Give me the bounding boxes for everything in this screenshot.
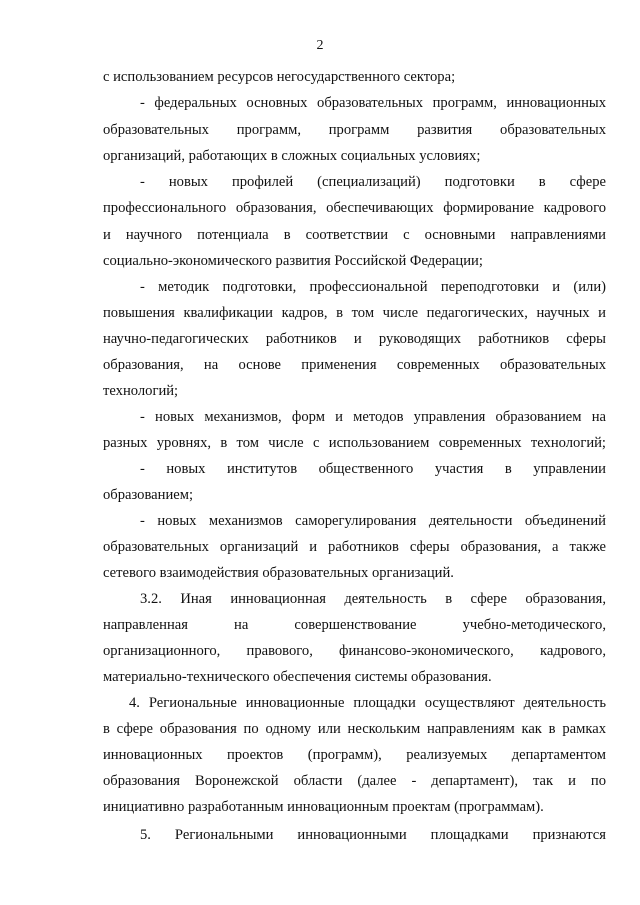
page-number: 2 (316, 38, 324, 53)
text-line: 3.2. Иная инновационная деятельность в сфере образования, (140, 591, 606, 607)
text-line: социально-экономического развития Российской Федерации; (103, 253, 483, 269)
text-line: научно-педагогических работников и руководящих работников сферы (103, 331, 606, 347)
text-line: организаций, работающих в сложных социальных условиях; (103, 148, 481, 164)
text-line: образовательных программ, программ развития образовательных (103, 122, 606, 138)
text-line: в сфере образования по одному или нескольким направлениям как в рамках (103, 721, 606, 737)
text-line: - методик подготовки, профессиональной переподготовки и (или) (140, 279, 606, 295)
text-line: инновационных проектов (программ), реализуемых департаментом (103, 747, 606, 763)
text-line: направленная на совершенствование учебно-методического, (103, 617, 606, 633)
text-line: - федеральных основных образовательных программ, инновационных (140, 95, 606, 111)
text-line: образования, на основе применения современных образовательных (103, 357, 606, 373)
text-line: 4. Региональные инновационные площадки осуществляют деятельность (129, 695, 606, 711)
text-line: образования Воронежской области (далее - департамент), так и по (103, 773, 606, 789)
text-line: технологий; (103, 383, 179, 399)
text-line: образованием; (103, 487, 194, 503)
text-line: инициативно разработанным инновационным проектам (программам). (103, 799, 544, 815)
text-line: повышения квалификации кадров, в том числе педагогических, научных и (103, 305, 606, 321)
text-line: - новых механизмов, форм и методов управления образованием на (140, 409, 606, 425)
text-line: организационного, правового, финансово-экономического, кадрового, (103, 643, 606, 659)
text-line: 5. Региональными инновационными площадками признаются (140, 827, 606, 843)
text-line: материально-технического обеспечения системы образования. (103, 669, 492, 685)
text-line: разных уровнях, в том числе с использованием современных технологий; (103, 435, 606, 451)
text-line: и научного потенциала в соответствии с основными направлениями (103, 227, 606, 243)
text-line: - новых механизмов саморегулирования деятельности объединений (140, 513, 606, 529)
text-line: - новых профилей (специализаций) подготовки в сфере (140, 174, 606, 190)
text-line: с использованием ресурсов негосударственного сектора; (103, 69, 456, 85)
text-line: образовательных организаций и работников сферы образования, а также (103, 539, 606, 555)
text-line: - новых институтов общественного участия в управлении (140, 461, 606, 477)
text-line: сетевого взаимодействия образовательных организаций. (103, 565, 454, 581)
text-line: профессионального образования, обеспечивающих формирование кадрового (103, 200, 606, 216)
